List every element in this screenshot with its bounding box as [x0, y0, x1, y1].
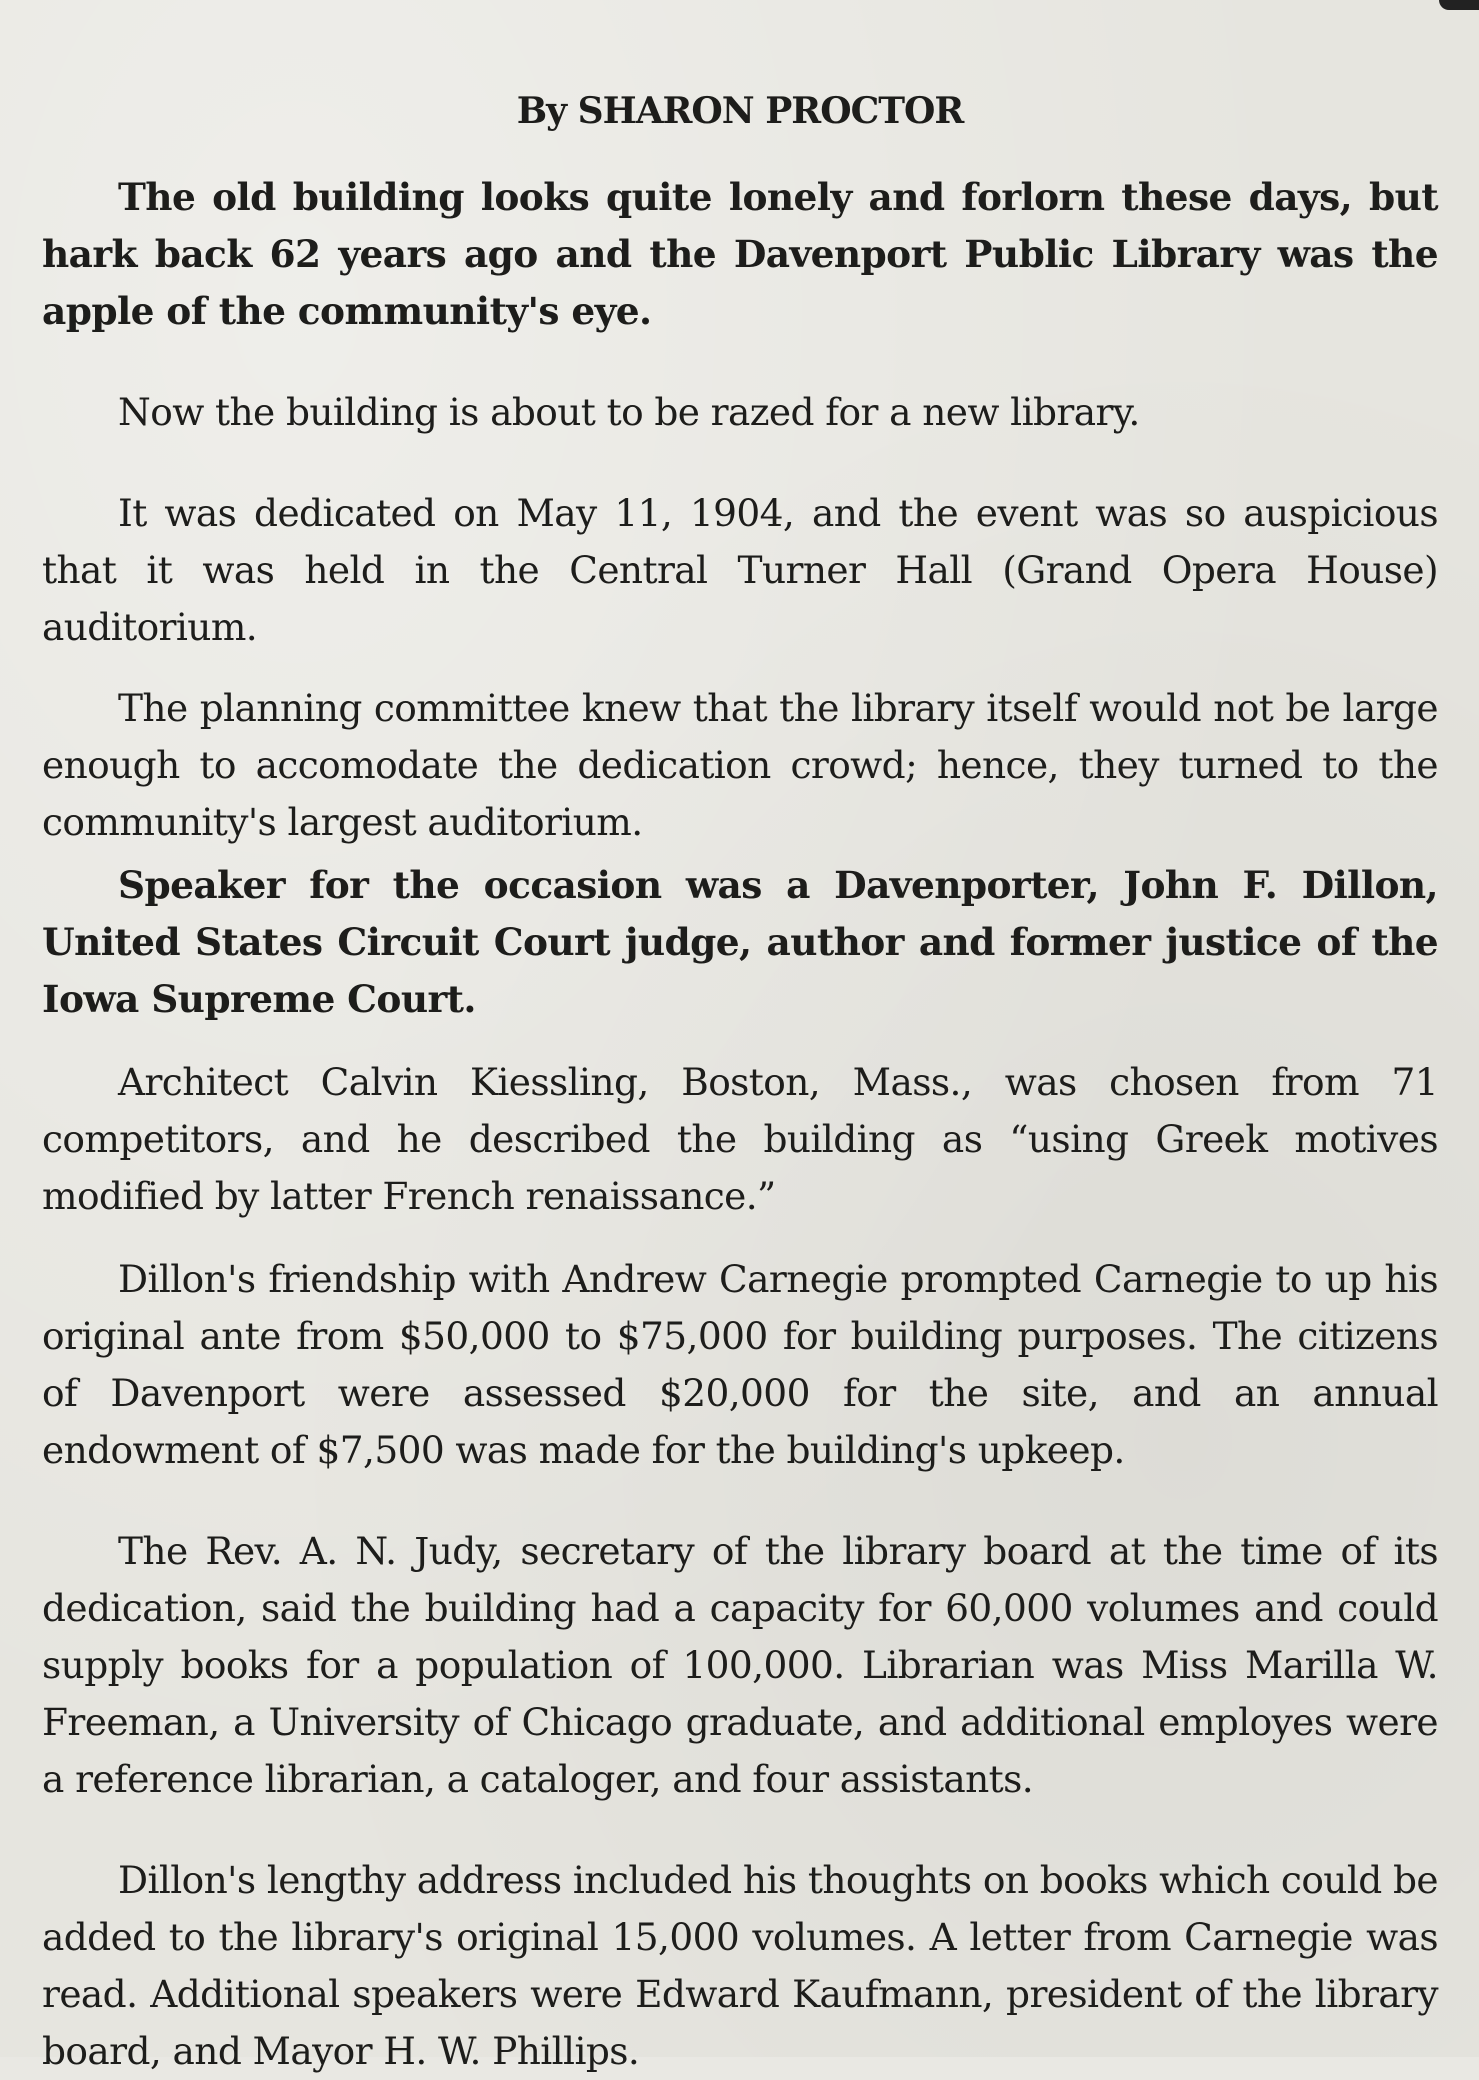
paragraph-6: Architect Calvin Kiessling, Boston, Mass., was chosen from 71 competitors, and he described the building as “using Greek motives modified by latter French renaissance.” [42, 1060, 1438, 1219]
paragraph-1: The old building looks quite lonely and forlorn these days, but hark back 62 years ago and the Davenport Public Library was the apple of the community's eye. [42, 175, 1438, 334]
paragraph-3: It was dedicated on May 11, 1904, and the event was so auspicious that it was held in the Central Turner Hall (Grand Opera House) auditorium. [42, 491, 1438, 650]
article-column [42, 90, 1438, 2080]
paragraph-4: The planning committee knew that the library itself would not be large enough to accomodate the dedication crowd; hence, they turned to the community's largest auditorium. [42, 686, 1438, 845]
paragraph-2: Now the building is about to be razed for a new library. [118, 390, 1140, 435]
paragraph-5: Speaker for the occasion was a Davenporter, John F. Dillon, United States Circuit Court judge, author and former justice of the Iowa Supreme Court. [42, 863, 1438, 1022]
page-edge-mark [1439, 0, 1479, 10]
paragraph-9: Dillon's lengthy address included his thoughts on books which could be added to the library's original 15,000 volumes. A letter from Carnegie was read. Additional speakers were Edward Kaufmann, president of the library board, and Mayor H. W. Phillips. [42, 1858, 1438, 2074]
paragraph-7: Dillon's friendship with Andrew Carnegie prompted Carnegie to up his original ante from $50,000 to $75,000 for building purposes. The citizens of Davenport were assessed $20,000 for the site, and an annual endowment of $7,500 was made for the building's upkeep. [42, 1257, 1438, 1473]
byline: By SHARON PROCTOR [516, 90, 964, 132]
paragraph-8: The Rev. A. N. Judy, secretary of the library board at the time of its dedication, said the building had a capacity for 60,000 volumes and could supply books for a population of 100,000. Librarian was Miss Marilla W. Freeman, a University of Chicago graduate, and additional employes were a reference librarian, a cataloger, and four assistants. [42, 1529, 1438, 1802]
